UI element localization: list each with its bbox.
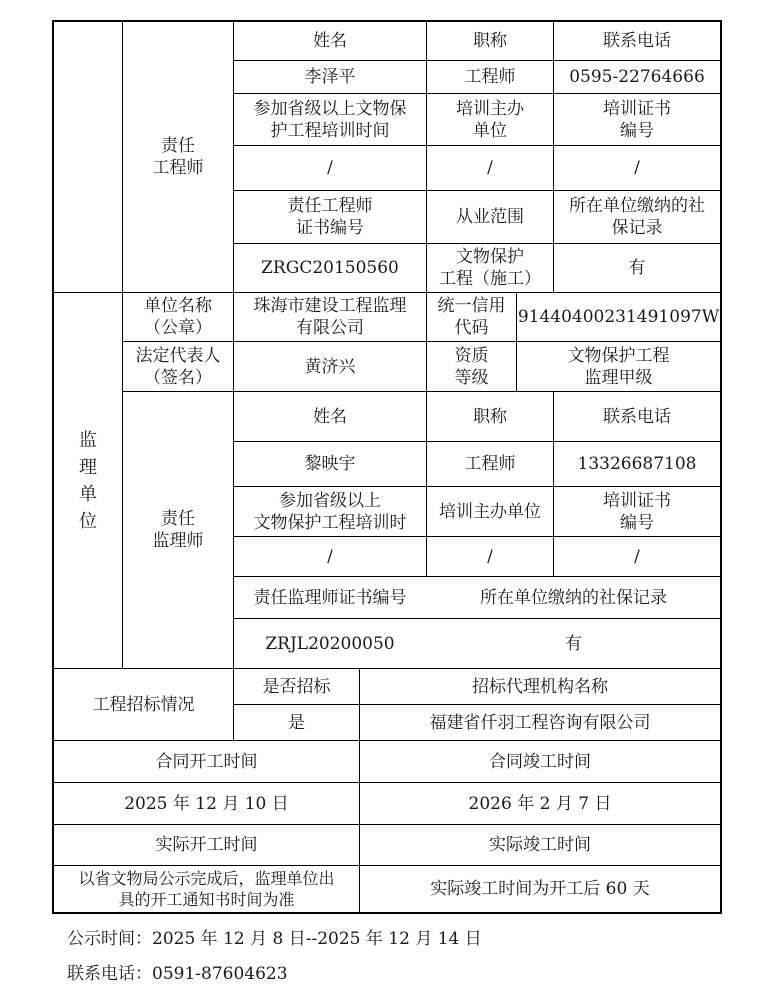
engineer-social-header: 所在单位缴纳的社 保记录 xyxy=(569,196,705,238)
engineer-name: 李泽平 xyxy=(304,67,356,87)
legal-rep-value: 黄济兴 xyxy=(304,356,356,377)
actual-end-label: 实际竣工时间 xyxy=(489,835,591,855)
supervisor-name: 黎映宇 xyxy=(304,454,356,474)
supervisor-training-time-header: 参加省级以上 文物保护工程培训时 xyxy=(253,490,407,533)
bidding-label: 工程招标情况 xyxy=(92,694,195,715)
supervisor-training-cert: / xyxy=(634,546,640,567)
credit-code-value: 91440400231491097W xyxy=(517,307,720,327)
engineer-phone: 0595-22764666 xyxy=(569,67,705,87)
qualification-label: 资质 等级 xyxy=(454,345,489,388)
legal-rep-label: 法定代表人 （签名） xyxy=(135,345,221,388)
actual-end-value: 实际竣工时间为开工后 60 天 xyxy=(430,879,650,899)
contract-start-value: 2025 年 12 月 10 日 xyxy=(124,793,289,814)
engineer-header-title: 职称 xyxy=(473,30,507,51)
engineer-social-record: 有 xyxy=(628,258,646,278)
supervisor-header-name: 姓名 xyxy=(313,406,347,427)
engineer-cert-header: 责任工程师 证书编号 xyxy=(287,196,373,238)
supervisor-header-title: 职称 xyxy=(473,406,507,427)
engineer-scope: 文物保护 工程（施工） xyxy=(439,247,541,289)
engineer-training-time: / xyxy=(327,158,333,178)
supervisor-title: 工程师 xyxy=(464,454,516,474)
supervisor-training-org-header: 培训主办单位 xyxy=(439,501,541,522)
table-border-right xyxy=(720,20,722,914)
supervisor-section-label: 责任 监理师 xyxy=(152,509,204,551)
contract-start-label: 合同开工时间 xyxy=(155,751,258,772)
engineer-cert-number: ZRGC20150560 xyxy=(261,258,399,278)
unit-name-label: 单位名称 （公章） xyxy=(144,296,212,338)
contract-end-label: 合同竣工时间 xyxy=(489,751,591,772)
actual-start-label: 实际开工时间 xyxy=(155,835,258,855)
agency-value: 福建省仟羽工程咨询有限公司 xyxy=(429,712,651,733)
table-border-bottom xyxy=(52,912,722,914)
is-bid-value: 是 xyxy=(288,712,305,733)
supervisor-header-phone: 联系电话 xyxy=(603,406,671,427)
publicity-period: 公示时间：2025 年 12 月 8 日--2025 年 12 月 14 日 xyxy=(67,929,482,949)
engineer-title: 工程师 xyxy=(464,67,516,87)
engineer-training-org: / xyxy=(487,158,493,178)
is-bid-header: 是否招标 xyxy=(262,676,331,697)
supervisor-cert-number: ZRJL20200050 xyxy=(265,633,395,654)
supervisor-training-time: / xyxy=(327,546,333,567)
engineer-header-phone: 联系电话 xyxy=(603,30,671,51)
engineer-header-name: 姓名 xyxy=(313,30,347,51)
credit-code-label: 统一信用 代码 xyxy=(437,296,506,338)
supervisor-cert-header: 责任监理师证书编号 xyxy=(253,587,407,608)
actual-start-value: 以省文物局公示完成后，监理单位出 具的开工通知书时间为准 xyxy=(78,869,335,909)
supervisor-training-org: / xyxy=(487,546,493,567)
engineer-training-time-header: 参加省级以上文物保 护工程培训时间 xyxy=(253,98,407,141)
contact-phone: 联系电话：0591-87604623 xyxy=(67,964,288,984)
supervisor-social-record: 有 xyxy=(565,633,582,654)
contract-end-value: 2026 年 2 月 7 日 xyxy=(468,793,612,814)
engineer-training-cert-header: 培训证书 编号 xyxy=(603,98,671,141)
supervisor-training-cert-header: 培训证书 编号 xyxy=(603,490,671,533)
supervisor-social-header: 所在单位缴纳的社保记录 xyxy=(480,587,667,608)
engineer-training-cert: / xyxy=(634,158,640,178)
qualification-value: 文物保护工程 监理甲级 xyxy=(567,345,670,388)
unit-name-value: 珠海市建设工程监理 有限公司 xyxy=(253,296,407,338)
engineer-section-label: 责任 工程师 xyxy=(152,135,204,178)
agency-header: 招标代理机构名称 xyxy=(472,676,608,697)
supervisor-unit-label: 监 理 单 位 xyxy=(79,429,97,532)
engineer-training-org-header: 培训主办 单位 xyxy=(456,98,524,141)
engineer-scope-header: 从业范围 xyxy=(456,207,524,227)
supervisor-phone: 13326687108 xyxy=(577,454,697,474)
